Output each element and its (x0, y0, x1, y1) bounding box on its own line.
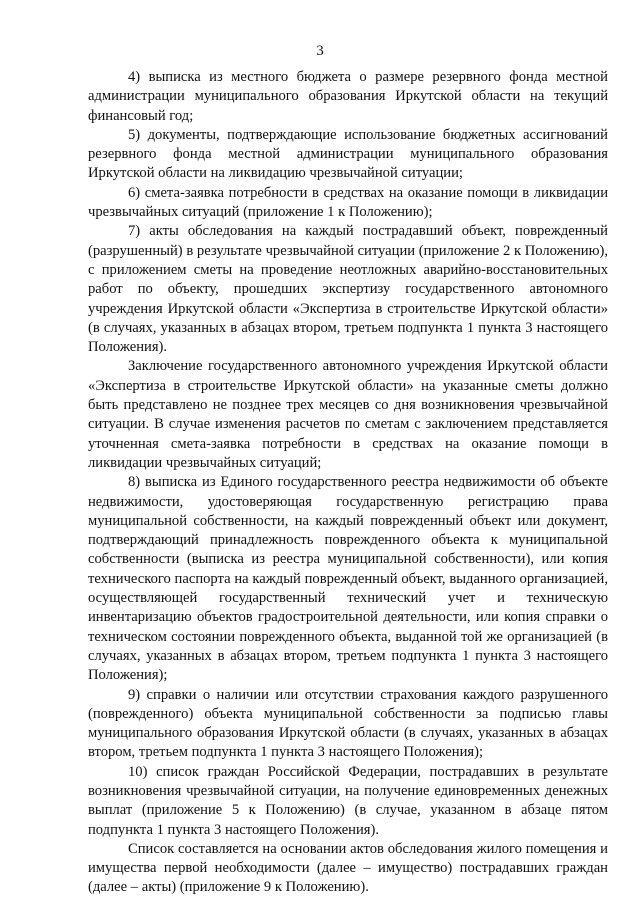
paragraph-item-5: 5) документы, подтверждающие использование бюджетных ассигнований резервного фонда местной администрации муниципального образования Иркутской области на ликвидацию чрезвычайной ситуации; (88, 126, 608, 182)
paragraph-item-6: 6) смета-заявка потребности в средствах на оказание помощи в ликвидации чрезвычайных ситуаций (приложение 1 к Положению); (88, 184, 608, 221)
page-number: 3 (316, 43, 324, 59)
paragraph-item-8: 8) выписка из Единого государственного реестра недвижимости об объекте недвижимости, удостоверяющая государственную регистрацию права муниципальной собственности, на каждый поврежденный объект или документ, подтверждающий принадлежность поврежденного объекта к муниципальной собственности (выписка из реестра муниципальной собственности), или копия технического паспорта на каждый поврежденный объект, выданного организацией, осуществляющей государственный технический учет и техническую инвентаризацию объектов градостроительной деятельности, или копия справки о техническом состоянии поврежденного объекта, выданной той же организацией (в случаях, указанных в абзацах втором, третьем подпункта 1 пункта 3 настоящего Положения); (88, 474, 608, 684)
paragraph-item-10: 10) список граждан Российской Федерации, пострадавших в результате возникновения чрезвычайной ситуации, на получение единовременных денежных выплат (приложение 5 к Положению) (в случае, указанном в абзаце пятом подпункта 1 пункта 3 настоящего Положения). (88, 763, 608, 838)
paragraph-item-9: 9) справки о наличии или отсутствии страхования каждого разрушенного (поврежденного) объекта муниципальной собственности за подписью главы муниципального образования Иркутской области (в случаях, указанных в абзацах втором, третьем подпункта 1 пункта 3 настоящего Положения); (88, 686, 608, 761)
paragraph-item-4: 4) выписка из местного бюджета о размере резервного фонда местной администрации муниципального образования Иркутской области на текущий финансовый год; (88, 69, 608, 124)
document-body (88, 68, 608, 898)
paragraph-expertise-conclusion: Заключение государственного автономного учреждения Иркутской области «Экспертиза в строительстве Иркутской области» на указанные сметы должно быть представлено не позднее трех месяцев со дня возникновения чрезвычайной ситуации. В случае изменения расчетов по сметам с заключением представляется уточненная смета-заявка потребности в средствах на оказание помощи в ликвидации чрезвычайных ситуаций; (88, 358, 608, 471)
paragraph-item-7: 7) акты обследования на каждый пострадавший объект, поврежденный (разрушенный) в результате чрезвычайной ситуации (приложение 2 к Положению), с приложением сметы на проведение неотложных аварийно-восстановительных работ по объекту, прошедших экспертизу государственного автономного учреждения Иркутской области «Экспертиза в строительстве Иркутской области» (в случаях, указанных в абзацах втором, третьем подпункта 1 пункта 3 настоящего Положения). (88, 223, 608, 356)
paragraph-list-basis: Список составляется на основании актов обследования жилого помещения и имущества первой необходимости (далее – имущество) пострадавших граждан (далее – акты) (приложение 9 к Положению). (88, 840, 608, 896)
